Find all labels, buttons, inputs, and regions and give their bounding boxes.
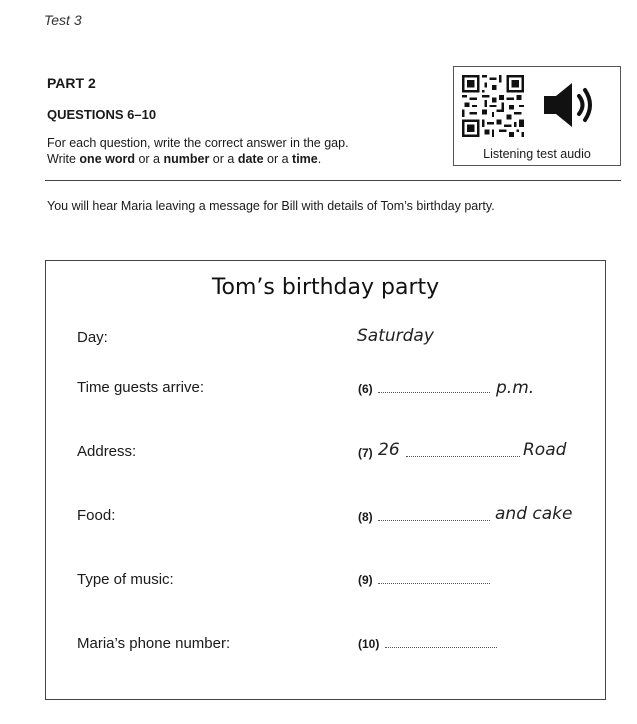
address-label: Address: xyxy=(77,443,137,460)
instruction-emphasis: time xyxy=(292,152,318,166)
instruction-text: or a xyxy=(209,152,238,166)
question-number: (10) xyxy=(358,637,380,651)
intro-text: You will hear Maria leaving a message for Bill with details of Tom’s birthday party. xyxy=(47,199,495,213)
address-suffix: Road xyxy=(523,440,567,460)
instruction-emphasis: number xyxy=(163,152,210,166)
instruction-text: or a xyxy=(134,152,164,166)
qr-code-icon[interactable] xyxy=(462,75,524,137)
address-prefix: 26 xyxy=(378,440,400,460)
answer-blank-8[interactable] xyxy=(378,520,490,521)
questions-title: QUESTIONS 6–10 xyxy=(47,107,157,122)
question-number: (7) xyxy=(358,446,373,460)
instruction-text: Write xyxy=(47,152,80,166)
test-label: Test 3 xyxy=(44,12,82,28)
answer-blank-7[interactable] xyxy=(406,456,520,457)
instruction-line-2 xyxy=(47,152,321,166)
speaker-icon[interactable] xyxy=(542,79,598,131)
answer-blank-9[interactable] xyxy=(378,583,490,584)
time-suffix: p.m. xyxy=(496,378,535,398)
divider xyxy=(45,180,621,181)
music-label: Type of music: xyxy=(77,571,174,588)
question-number: (6) xyxy=(358,382,373,396)
food-suffix: and cake xyxy=(495,504,573,524)
instruction-text: . xyxy=(317,152,322,166)
audio-panel[interactable] xyxy=(453,66,621,166)
answer-blank-6[interactable] xyxy=(378,392,490,393)
instruction-emphasis: date xyxy=(237,152,264,166)
question-number: (9) xyxy=(358,573,373,587)
instruction-emphasis: one word xyxy=(79,152,135,166)
answer-blank-10[interactable] xyxy=(385,647,497,648)
phone-label: Maria’s phone number: xyxy=(77,635,231,652)
form-title: Tom’s birthday party xyxy=(211,275,440,300)
notes-form xyxy=(45,260,606,700)
day-answer: Saturday xyxy=(357,326,434,346)
food-label: Food: xyxy=(77,507,116,524)
question-number: (8) xyxy=(358,510,373,524)
audio-caption: Listening test audio xyxy=(483,147,591,161)
instruction-line-1: For each question, write the correct answer in the gap. xyxy=(47,136,349,150)
time-label: Time guests arrive: xyxy=(77,379,204,396)
part-title: PART 2 xyxy=(47,75,96,91)
instruction-text: or a xyxy=(263,152,293,166)
day-label: Day: xyxy=(77,329,108,346)
